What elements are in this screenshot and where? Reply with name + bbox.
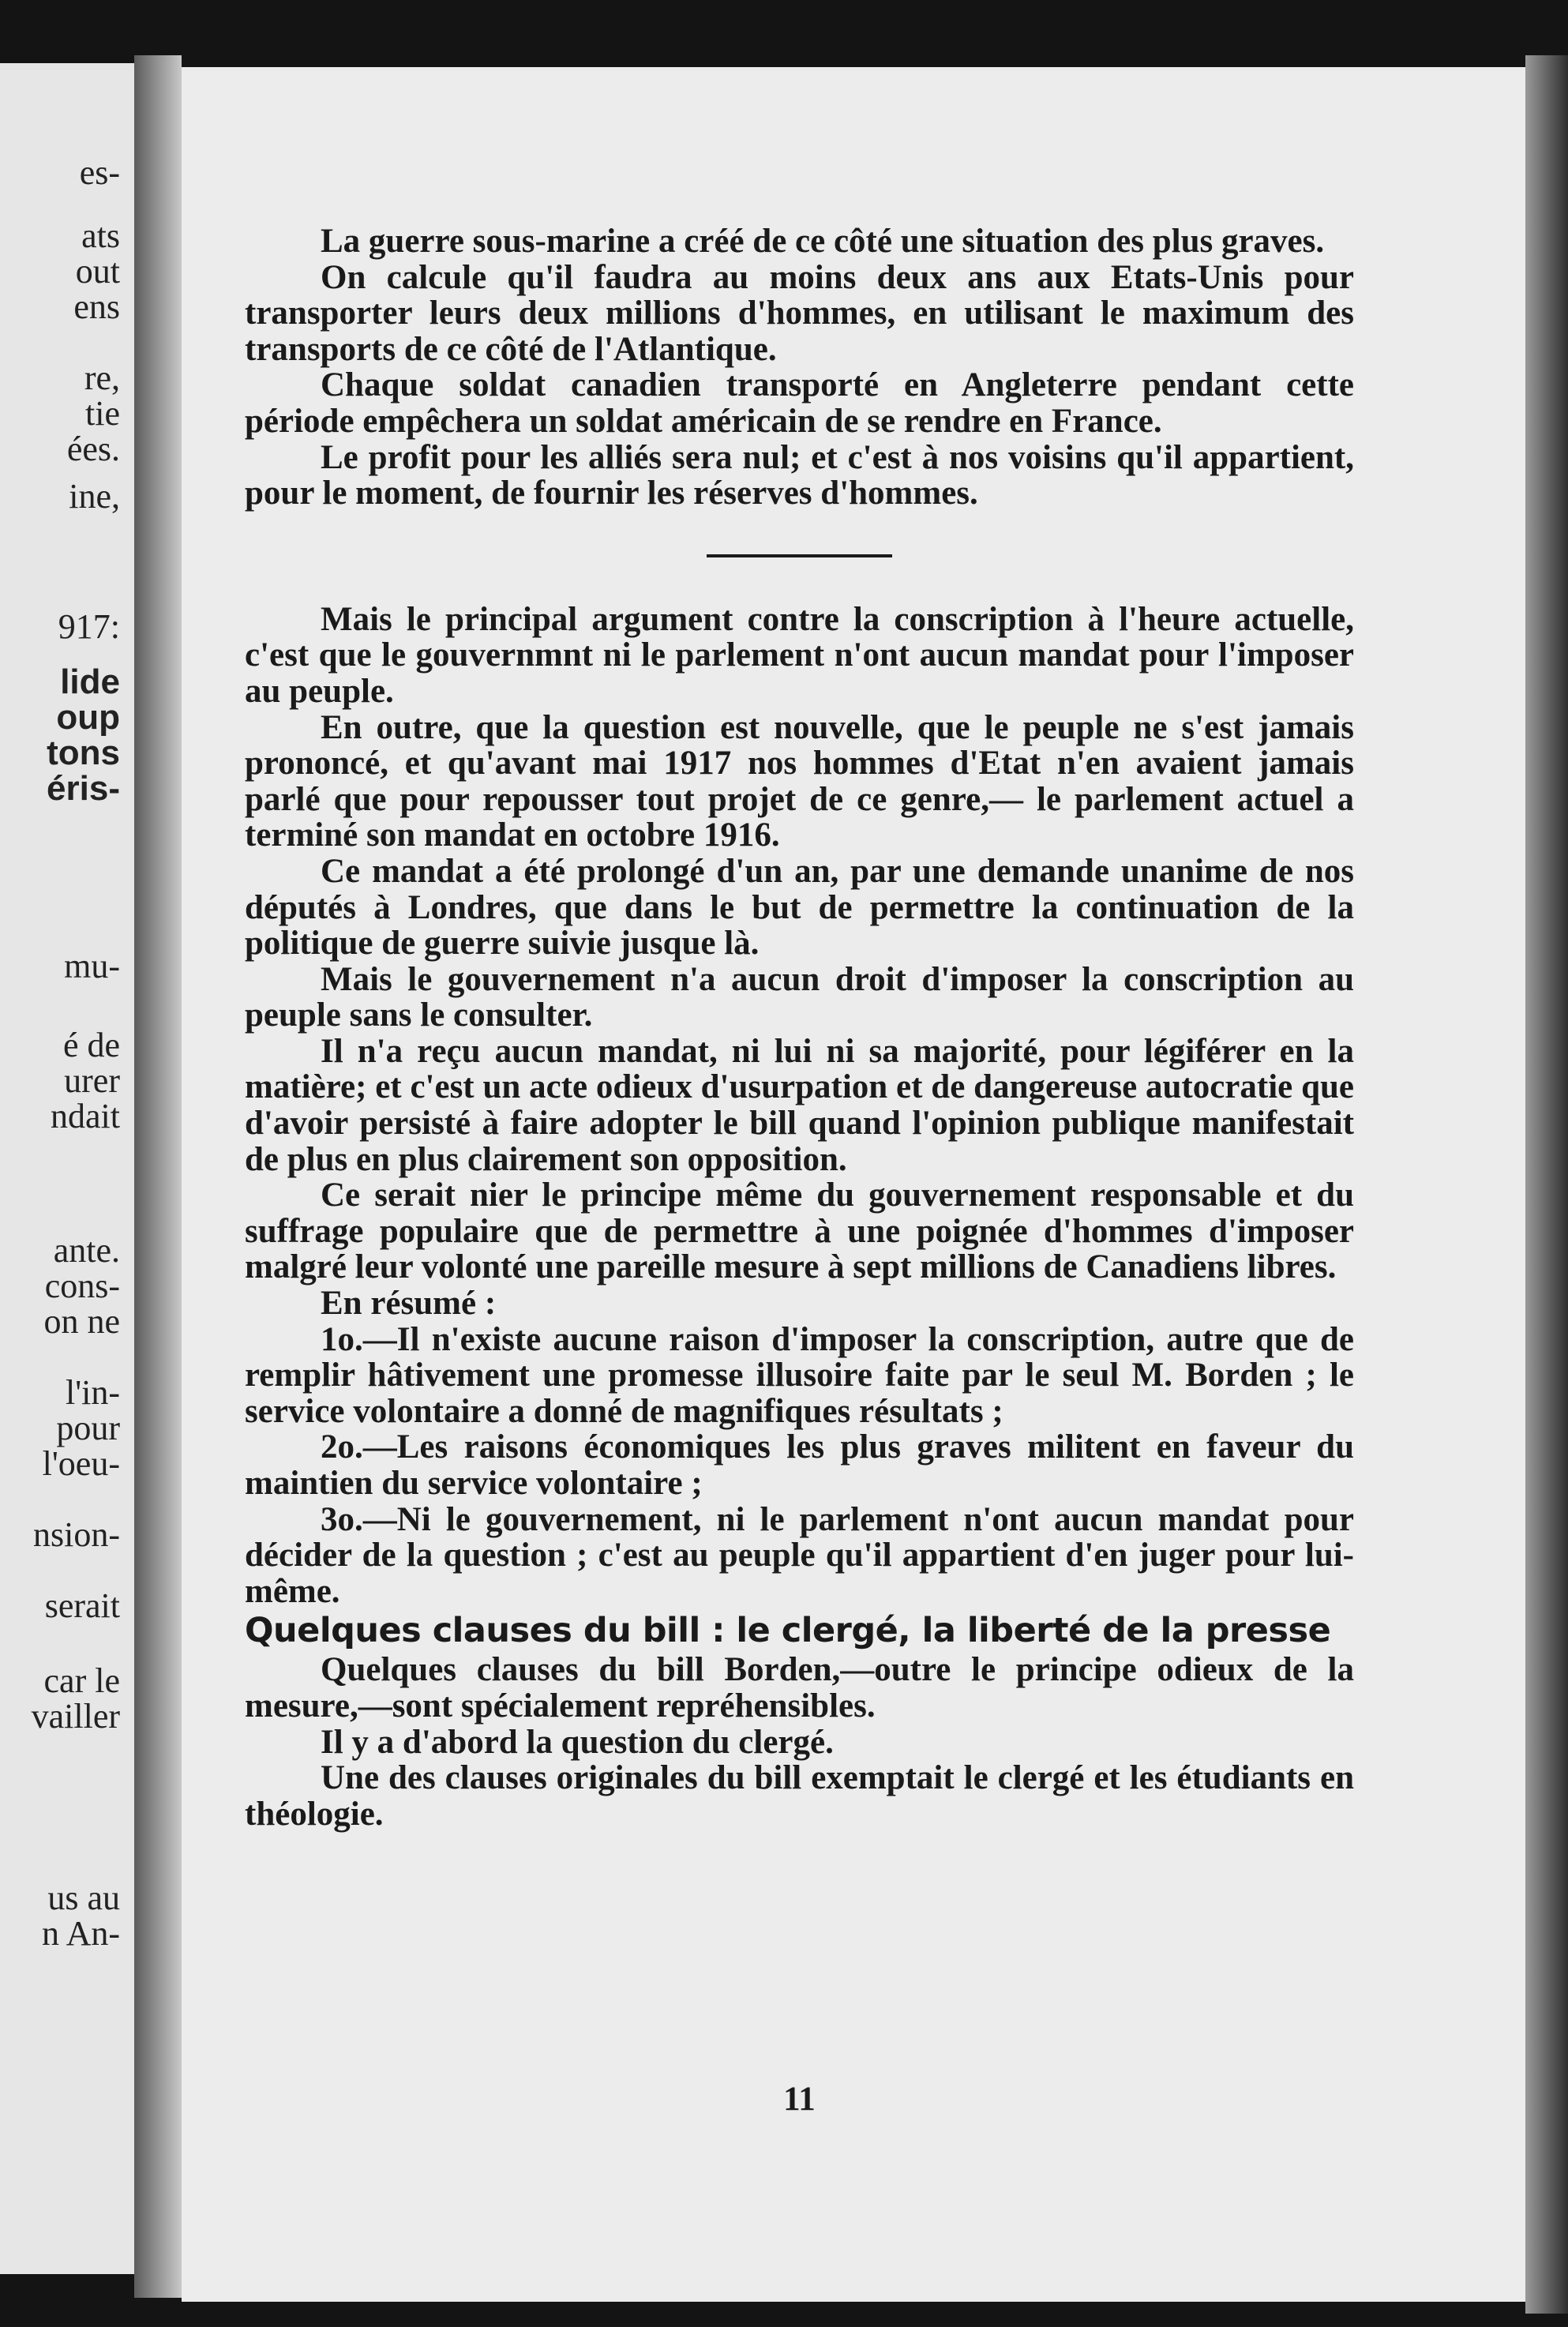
paragraph: La guerre sous-marine a créé de ce côté une situation des plus graves.	[321, 223, 1325, 260]
paragraph: 3o.—Ni le gouvernement, ni le parlement n'ont aucun mandat pour décider de la question ; c'est au peuple qu'il appartient d'en juger pour lui-même.	[245, 1500, 1354, 1610]
left-page-fragment: oup	[56, 698, 120, 737]
paragraph: Le profit pour les alliés sera nul; et c'est à nos voisins qu'il appartient, pour le moment, de fournir les réserves d'hommes.	[245, 438, 1354, 512]
left-page-fragment: l'in-	[65, 1373, 120, 1412]
paragraph: Une des clauses originales du bill exemptait le clergé et les étudiants en théologie.	[245, 1759, 1354, 1833]
paragraph: En résumé :	[321, 1285, 497, 1323]
argument-paragraphs	[245, 602, 1354, 1610]
paragraph: Chaque soldat canadien transporté en Angleterre pendant cette période empêchera un soldat américain de se rendre en France.	[245, 366, 1354, 440]
paragraph: 2o.—Les raisons économiques les plus graves militent en faveur du maintien du service volontaire ;	[245, 1428, 1354, 1502]
left-page-fragment: éris-	[47, 769, 120, 808]
paragraph: En outre, que la question est nouvelle, que le peuple ne s'est jamais prononcé, et qu'avant mai 1917 nos hommes d'Etat n'en avaient jamais parlé que pour repousser tout projet de ce genre,— le parlement actuel a terminé son mandat en octobre 1916.	[245, 708, 1354, 854]
paragraph: Ce mandat a été prolongé d'un an, par une demande unanime de nos députés à Londres, que dans le but de permettre la continuation de la politique de guerre suivie jusque là.	[245, 852, 1354, 963]
left-page-fragment: cons-	[44, 1267, 120, 1305]
section-heading: Quelques clauses du bill : le clergé, la liberté de la presse	[245, 1611, 1331, 1651]
paragraph: Il y a d'abord la question du clergé.	[321, 1723, 834, 1761]
paragraph: Il n'a reçu aucun mandat, ni lui ni sa majorité, pour légiférer en la matière; et c'est un acte odieux d'usurpation et de dangereuse autocratie que d'avoir persisté à faire adopter le bill quand l'opinion publique manifestait de plus en plus clairement son opposition.	[245, 1032, 1354, 1178]
left-page-fragment: lide	[60, 662, 120, 701]
paragraph: Quelques clauses du bill Borden,—outre le principe odieux de la mesure,—sont spécialement repréhensibles.	[245, 1651, 1354, 1725]
left-page-fragment: n An-	[42, 1914, 120, 1953]
book-gutter	[134, 55, 182, 2298]
paragraph: On calcule qu'il faudra au moins deux ans aux Etats-Unis pour transporter leurs deux millions d'hommes, en utilisant le maximum des transports de ce côté de l'Atlantique.	[245, 258, 1354, 368]
left-page-fragment: ées.	[66, 430, 120, 468]
left-page-fragment: 917:	[58, 607, 120, 646]
left-page-fragment: ante.	[53, 1231, 120, 1270]
intro-paragraphs	[245, 223, 1354, 512]
book-page	[182, 67, 1525, 2302]
left-page-fragment: serait	[44, 1586, 120, 1625]
page-edge	[1525, 55, 1568, 2314]
left-page-fragment: é de	[62, 1026, 120, 1064]
page-number: 11	[783, 2081, 816, 2118]
left-page-fragment: tie	[85, 394, 120, 433]
section-rule	[707, 554, 892, 557]
paragraph: Mais le principal argument contre la conscription à l'heure actuelle, c'est que le gouvernmnt ni le parlement n'ont aucun mandat pour l'imposer au peuple.	[245, 600, 1354, 710]
left-page-fragment: mu-	[64, 947, 120, 985]
adjacent-page-fragment	[0, 63, 134, 2274]
paragraph: Mais le gouvernement n'a aucun droit d'imposer la conscription au peuple sans le consulter.	[245, 960, 1354, 1034]
paragraph: Ce serait nier le principe même du gouvernement responsable et du suffrage populaire que de permettre à une poignée d'hommes d'imposer malgré leur volonté une pareille mesure à sept millions de Canadiens libres.	[245, 1177, 1354, 1286]
left-page-fragment: car le	[43, 1661, 120, 1700]
left-page-fragment: re,	[84, 358, 120, 397]
left-page-fragment: pour	[56, 1409, 120, 1447]
left-page-fragment: nsion-	[33, 1515, 120, 1554]
paragraph: 1o.—Il n'existe aucune raison d'imposer la conscription, autre que de remplir hâtivement une promesse illusoire faite par le seul M. Borden ; le service volontaire a donné de magnifiques résultats ;	[245, 1320, 1354, 1430]
left-page-fragment: on ne	[43, 1302, 120, 1341]
left-page-fragment: ats	[81, 216, 120, 255]
left-page-fragment: l'oeu-	[42, 1444, 120, 1483]
clause-paragraphs	[245, 1652, 1354, 1832]
left-page-fragment: out	[75, 252, 120, 291]
left-page-fragment: es-	[79, 153, 120, 192]
left-page-fragment: vailler	[31, 1697, 120, 1736]
left-page-fragment: ine,	[69, 477, 120, 516]
page-body	[245, 223, 1354, 1832]
left-page-fragment: us au	[47, 1878, 120, 1917]
left-page-fragment: tons	[47, 734, 120, 772]
left-page-fragment: ndait	[51, 1097, 120, 1135]
left-page-fragment: urer	[64, 1061, 120, 1100]
left-page-fragment: ens	[73, 287, 120, 326]
